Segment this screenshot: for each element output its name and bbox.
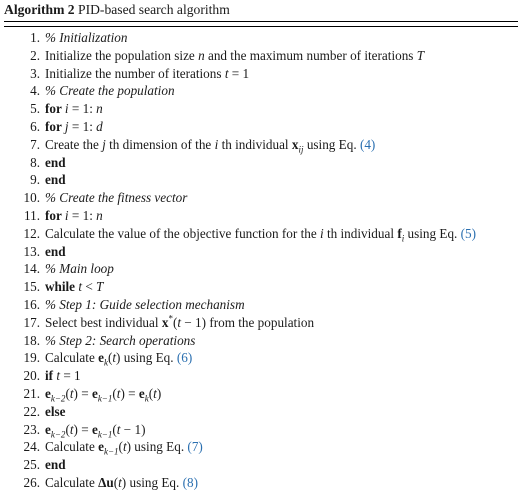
line-fragment: ) =	[120, 385, 139, 401]
algorithm-line	[0, 456, 518, 474]
line-text	[45, 243, 66, 261]
line-text	[45, 456, 66, 474]
line-fragment: t	[177, 314, 182, 330]
line-fragment: i	[401, 233, 405, 244]
line-fragment: for	[45, 101, 65, 117]
line-fragment: = 1:	[68, 207, 97, 223]
line-fragment: f	[397, 225, 402, 241]
line-text	[45, 29, 127, 47]
algorithm-line	[0, 260, 518, 278]
line-fragment: else	[45, 403, 66, 419]
line-fragment: t	[153, 385, 157, 401]
line-fragment: t	[56, 368, 61, 384]
line-fragment: end	[45, 243, 66, 259]
line-fragment: − 1) from the population	[181, 314, 315, 330]
line-fragment: (	[172, 314, 178, 330]
line-fragment: i	[214, 136, 219, 152]
line-fragment: e	[45, 421, 51, 437]
line-fragment: and the maximum number of iterations	[204, 47, 417, 63]
algorithm-line	[0, 367, 518, 385]
line-fragment: i	[64, 101, 69, 117]
line-fragment: (	[65, 385, 70, 401]
algorithm-line	[0, 29, 518, 47]
line-fragment: (	[112, 421, 117, 437]
line-text	[45, 189, 187, 207]
line-fragment: (	[65, 421, 70, 437]
algorithm-line	[0, 82, 518, 100]
line-fragment: Calculate	[45, 474, 99, 490]
line-text	[45, 136, 375, 154]
line-fragment: x	[291, 136, 299, 152]
line-number: 10.	[23, 190, 40, 206]
algorithm-line	[0, 349, 518, 367]
algorithm-line	[0, 118, 518, 136]
line-fragment: t	[116, 421, 121, 437]
line-fragment: Initialize the number of iterations	[45, 65, 225, 81]
algorithm-line	[0, 225, 518, 243]
header-rule	[4, 26, 518, 27]
line-text	[45, 171, 66, 189]
line-fragment: Calculate the value of the objective function for the	[45, 225, 320, 241]
line-fragment: t	[112, 350, 117, 366]
line-fragment: end	[45, 457, 66, 473]
line-fragment: Select best individual	[45, 314, 162, 330]
line-fragment: % Step 1: Guide selection mechanism	[45, 296, 245, 312]
algorithm-line	[0, 47, 518, 65]
line-fragment: n	[96, 207, 103, 223]
line-fragment: n	[198, 47, 205, 63]
line-fragment: ) =	[73, 385, 92, 401]
line-text	[45, 438, 203, 456]
line-number: 19.	[23, 350, 40, 366]
line-fragment: using Eq.	[303, 136, 360, 152]
line-fragment: t	[116, 385, 121, 401]
line-fragment: e	[91, 421, 98, 437]
line-fragment: e	[138, 385, 145, 401]
line-text	[45, 474, 198, 492]
line-fragment: % Initialization	[45, 30, 128, 45]
line-number: 14.	[23, 261, 40, 277]
line-fragment: (	[118, 439, 123, 455]
line-text	[45, 385, 161, 403]
line-fragment: i	[64, 207, 69, 223]
line-fragment: = 1:	[68, 101, 97, 117]
line-fragment: ) using Eq.	[126, 439, 188, 455]
line-fragment: e	[91, 385, 98, 401]
line-fragment: k	[144, 393, 149, 404]
line-fragment: Create the	[45, 136, 103, 152]
line-number: 9.	[30, 172, 40, 188]
line-fragment: k−2	[50, 429, 66, 440]
line-text	[45, 65, 249, 83]
line-fragment: ) using Eq.	[121, 474, 183, 490]
algorithm-line	[0, 154, 518, 172]
line-number: 11.	[24, 207, 40, 223]
algorithm-line	[0, 332, 518, 350]
line-fragment: j	[64, 118, 69, 134]
line-number: 1.	[30, 30, 40, 45]
line-text	[45, 154, 66, 172]
line-fragment: % Create the fitness vector	[45, 190, 188, 206]
line-fragment: t	[78, 279, 83, 295]
line-fragment: ) using Eq.	[116, 350, 177, 366]
line-fragment: t	[69, 385, 74, 401]
algorithm-line	[0, 296, 518, 314]
algorithm-name: PID-based search algorithm	[78, 2, 230, 17]
line-fragment: k−1	[103, 446, 119, 457]
algorithm-line	[0, 278, 518, 296]
line-fragment: = 1	[60, 368, 81, 384]
line-text	[45, 100, 103, 118]
line-fragment: for	[45, 118, 65, 134]
line-text	[45, 278, 103, 296]
line-text	[45, 296, 245, 314]
algorithm-line	[0, 438, 518, 456]
line-fragment: (	[113, 474, 119, 490]
line-fragment: th individual	[218, 136, 292, 152]
line-number: 17.	[23, 314, 40, 330]
equation-link[interactable]: (6)	[176, 350, 193, 366]
line-text	[45, 367, 81, 385]
line-number: 13.	[23, 243, 40, 259]
line-fragment: k−1	[97, 393, 113, 404]
line-fragment: i	[320, 225, 324, 241]
algorithm-line	[0, 207, 518, 225]
line-fragment: while	[45, 279, 79, 295]
line-fragment: x	[161, 314, 169, 330]
algorithm-line	[0, 189, 518, 207]
line-fragment: % Step 2: Search operations	[45, 332, 196, 348]
line-fragment: − 1)	[120, 421, 146, 437]
line-text	[45, 82, 175, 100]
line-fragment: using Eq.	[404, 225, 461, 241]
equation-link[interactable]: (4)	[359, 136, 376, 152]
line-fragment: n	[96, 101, 103, 117]
algorithm-line	[0, 385, 518, 403]
line-fragment: if	[45, 368, 57, 384]
line-number: 21.	[23, 385, 40, 401]
line-fragment: end	[45, 172, 66, 188]
line-number: 6.	[30, 118, 40, 134]
algorithm-line	[0, 171, 518, 189]
equation-link[interactable]: (8)	[182, 474, 198, 490]
line-text	[45, 260, 114, 278]
line-text	[45, 118, 103, 136]
algorithm-line	[0, 474, 518, 492]
line-fragment: Initialize the population size	[45, 47, 199, 63]
line-fragment: k−2	[50, 393, 66, 404]
line-number: 15.	[23, 279, 40, 295]
line-text	[45, 403, 66, 421]
line-fragment: t	[122, 439, 127, 455]
line-number: 7.	[30, 136, 40, 152]
line-fragment: e	[98, 350, 104, 366]
top-rule	[4, 21, 518, 22]
line-fragment: (	[112, 385, 117, 401]
algorithm-line	[0, 421, 518, 439]
line-number: 16.	[23, 296, 40, 312]
line-fragment: k	[103, 357, 108, 368]
line-number: 25.	[23, 457, 40, 473]
line-fragment: d	[96, 118, 103, 134]
line-fragment: t	[69, 421, 74, 437]
line-fragment: k−1	[97, 429, 113, 440]
line-fragment: th individual	[323, 225, 398, 241]
line-text	[45, 314, 314, 332]
line-fragment: end	[45, 154, 66, 170]
equation-link[interactable]: (7)	[187, 439, 203, 455]
line-text	[45, 47, 424, 65]
line-fragment: j	[102, 136, 106, 152]
line-number: 4.	[30, 83, 40, 99]
line-number: 24.	[23, 439, 40, 455]
line-number: 22.	[23, 403, 40, 419]
line-text	[45, 349, 192, 367]
line-fragment: (	[107, 350, 113, 366]
line-text	[45, 207, 103, 225]
line-fragment: t	[224, 65, 229, 81]
line-number: 18.	[23, 332, 40, 348]
line-fragment: t	[118, 474, 122, 490]
line-number: 5.	[30, 101, 40, 117]
algorithm-label: Algorithm 2	[4, 2, 75, 17]
algorithm-line	[0, 403, 518, 421]
line-text	[45, 421, 146, 439]
line-number: 2.	[30, 47, 40, 63]
line-number: 20.	[23, 368, 40, 384]
line-text	[45, 225, 476, 243]
line-fragment: e	[98, 439, 104, 455]
line-number: 12.	[23, 225, 40, 241]
line-fragment: Calculate	[45, 439, 99, 455]
algorithm-lines	[0, 29, 518, 492]
line-fragment: T	[416, 47, 425, 63]
line-fragment: *	[168, 313, 173, 324]
line-fragment: th dimension of the	[105, 136, 215, 152]
line-number: 8.	[30, 154, 40, 170]
line-fragment: (	[148, 385, 154, 401]
algorithm-line	[0, 136, 518, 154]
line-fragment: )	[156, 385, 162, 401]
algorithm-line	[0, 100, 518, 118]
line-fragment: ) =	[73, 421, 92, 437]
line-number: 26.	[23, 474, 40, 490]
line-number: 23.	[23, 421, 40, 437]
equation-link[interactable]: (5)	[460, 225, 477, 241]
line-fragment: Calculate	[45, 350, 99, 366]
algorithm-line	[0, 314, 518, 332]
line-fragment: % Main loop	[45, 261, 114, 277]
algorithm-line	[0, 243, 518, 261]
algorithm-title	[4, 1, 230, 18]
line-fragment: = 1:	[68, 118, 97, 134]
line-fragment: Δu	[98, 474, 114, 490]
algorithm-line	[0, 65, 518, 83]
line-text	[45, 332, 195, 350]
line-fragment: <	[82, 279, 97, 295]
line-number: 3.	[30, 65, 40, 81]
line-fragment: e	[45, 385, 51, 401]
line-fragment: for	[45, 207, 65, 223]
line-fragment: ij	[298, 144, 304, 155]
line-fragment: = 1	[228, 65, 250, 81]
line-fragment: T	[96, 279, 104, 295]
line-fragment: % Create the population	[45, 83, 175, 99]
